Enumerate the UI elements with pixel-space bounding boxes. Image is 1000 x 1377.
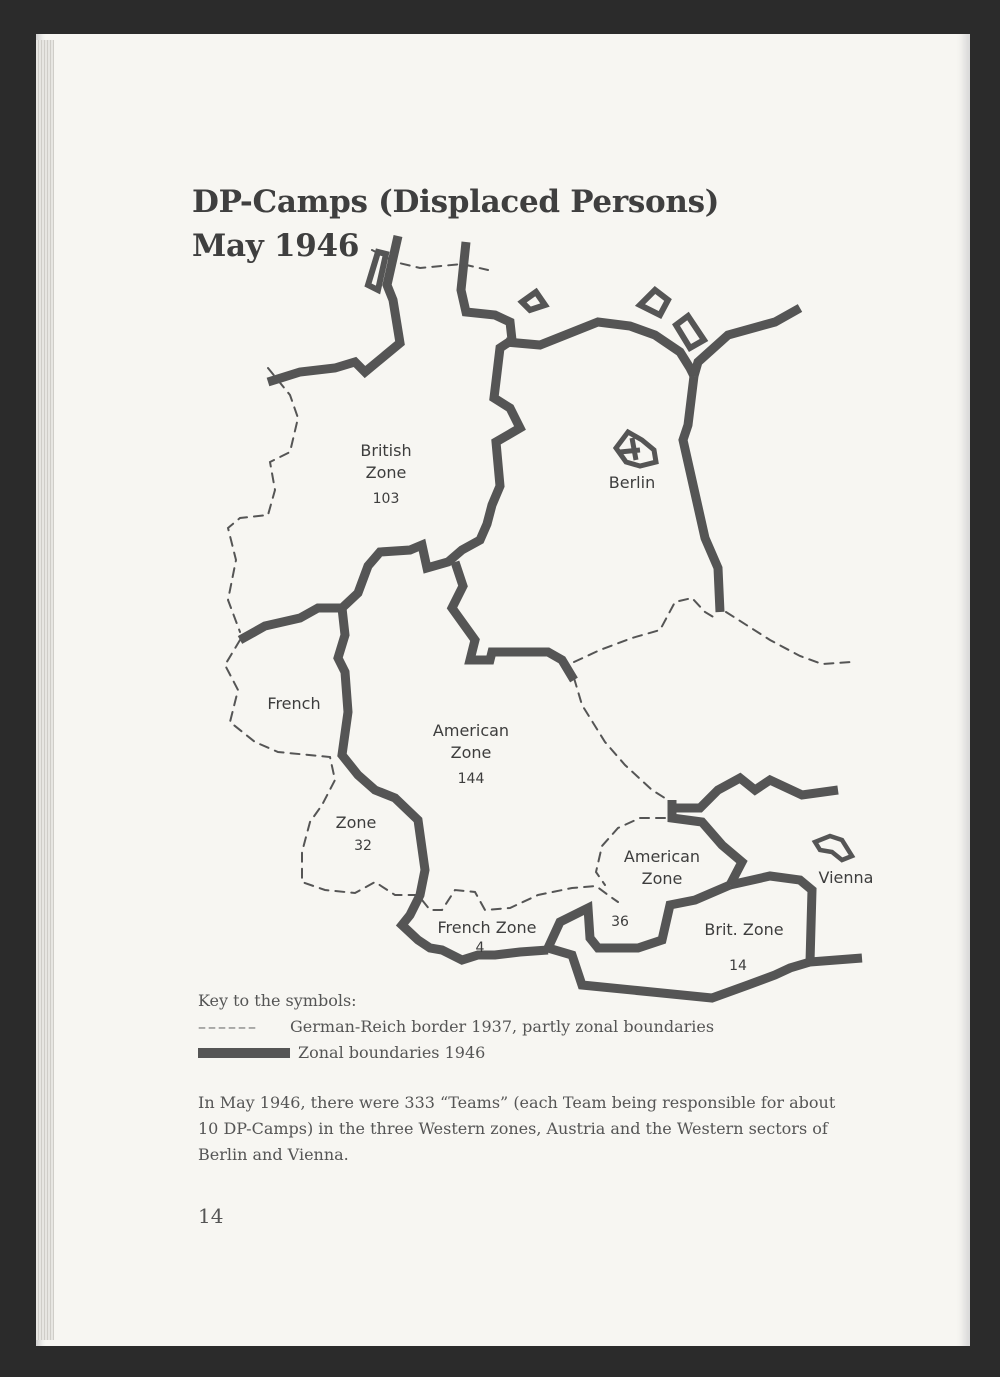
american-british-austria-boundary: [730, 876, 862, 962]
dashed-line-label: German-Reich border 1937, partly zonal boundaries: [290, 1017, 715, 1036]
british-austria-zone-count: 14: [729, 958, 747, 974]
page-number: 14: [198, 1204, 224, 1228]
legend-solid-row: [198, 1040, 714, 1066]
british-austria-zone-label: Brit. Zone: [704, 920, 784, 939]
french-zone-count: 32: [354, 838, 372, 854]
british-zone-label-1: British: [360, 441, 412, 460]
french-austria-zone-label: French Zone: [437, 918, 537, 937]
reich-border-east: [574, 598, 715, 662]
french-american-boundary: [335, 608, 548, 960]
caption-paragraph: In May 1946, there were 333 “Teams” (each Team being responsible for about 10 DP-Camps) in the three Western zones, Austria and the Western sectors of Berlin and Vienna.: [198, 1093, 836, 1164]
baltic-coast-east: [694, 308, 800, 376]
dashed-line-symbol: ––––––: [198, 1017, 258, 1036]
czech-border: [726, 612, 852, 664]
berlin-icon: [616, 432, 656, 466]
french-zone-label-2: Zone: [335, 813, 377, 832]
british-zone-west-boundary: [268, 236, 400, 382]
french-austria-zone-count: 4: [475, 940, 485, 956]
usedom-island: [676, 316, 704, 348]
ruegen-island: [640, 290, 668, 315]
legend-dashed-row: [198, 1014, 714, 1040]
british-zone-label-2: Zone: [365, 463, 407, 482]
solid-line-label: Zonal boundaries 1946: [298, 1043, 486, 1062]
austria-north-border: [670, 778, 838, 808]
american-austria-zone-label-1: American: [623, 847, 701, 866]
zonal-boundaries-1946: [240, 236, 862, 998]
vienna-label: Vienna: [818, 868, 874, 887]
legend: [198, 988, 714, 1066]
reich-border-west: [228, 368, 298, 632]
austria-west-boundary: [672, 800, 742, 885]
legend-heading: Key to the symbols:: [198, 991, 357, 1010]
map-title-line-2: May 1946: [192, 228, 360, 264]
american-austria-zone-label-2: Zone: [641, 869, 683, 888]
british-zone-count: 103: [372, 491, 400, 507]
american-zone-count: 144: [457, 771, 485, 787]
berlin-label: Berlin: [608, 473, 656, 492]
zone-labels: [267, 441, 873, 974]
vienna-icon: [815, 836, 852, 860]
solid-line-symbol: [198, 1048, 290, 1058]
american-soviet-boundary: [452, 562, 574, 680]
soviet-british-boundary: [506, 322, 694, 376]
baltic-island-1: [522, 292, 545, 310]
vienna-enclave: [815, 836, 852, 860]
soviet-western-boundary: [683, 376, 720, 612]
austria-inner-boundary: [548, 885, 810, 998]
american-zone-label-2: Zone: [450, 743, 492, 762]
berlin-enclave: [616, 432, 656, 466]
french-zone-label-1: French: [267, 694, 321, 713]
american-zone-label-1: American: [432, 721, 510, 740]
reich-border-south-east: [574, 678, 668, 800]
map-title-line-1: DP-Camps (Displaced Persons): [192, 184, 720, 220]
american-austria-zone-count: 36: [611, 914, 629, 930]
